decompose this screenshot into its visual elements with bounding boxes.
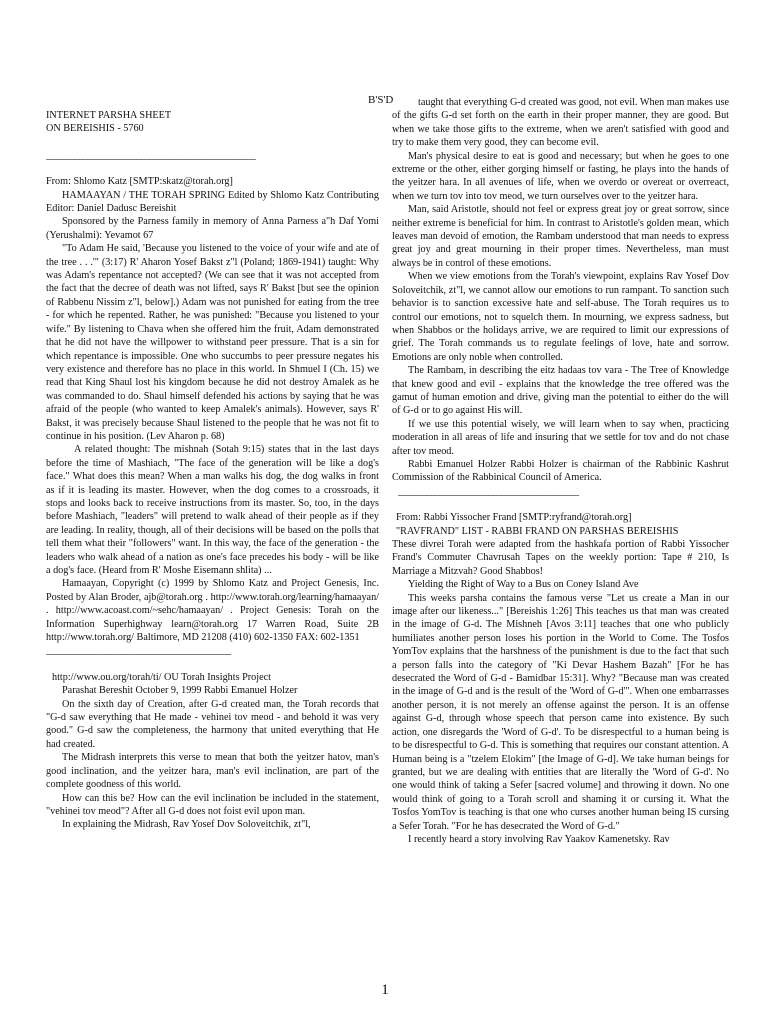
article-paragraph: Man's physical desire to eat is good and necessary; but when he goes to one extreme or the other, either gorging himself or fasting, he plays into the hands of the yeitzer hara. In all avenues of life, when we overdo or overeat or overreact, when we turn tov into tov meod, we turn ourselves over to the yeitzer hara.: [392, 150, 729, 202]
from-line: From: Rabbi Yissocher Frand [SMTP:ryfrand@torah.org]: [396, 512, 632, 524]
bsd-mark: B'S'D: [368, 94, 394, 106]
article-paragraph: A related thought: The mishnah (Sotah 9:15) states that in the last days before the time of Mashiach, "The face of the generation will be like a dog's face." What does this mean? When a man walks his dog, the dog walks in front as if it is leading its master. However, when the dog comes to a crossroads, it stops and looks back to receive instructions from its master. So, too, in the days before Mashiach, "leaders" will pretend to walk ahead of their people as if they are leading. In reality, though, all of their decisions will be based on the polls that tell them what their "followers" want. In this way, the face of the generation - the leaders who walk ahead of a nation as one's face precedes his body - will be like a dog's face. (Heard from R' Moshe Eisemann shlita) ...: [46, 444, 379, 576]
article-paragraph: If we use this potential wisely, we will learn when to say when, practicing moderation in all areas of life and insuring that we settle for tov and do not chase after tov meod.: [392, 418, 729, 457]
section-heading: Yielding the Right of Way to a Bus on Coney Island Ave: [408, 579, 639, 591]
ravfrand-header: "RAVFRAND" LIST - RABBI FRAND ON PARSHAS BEREISHIS: [396, 525, 679, 537]
article-paragraph: On the sixth day of Creation, after G-d created man, the Torah records that "G-d saw everything that He made - vehinei tov meod - and behold it was very good." G-d saw the completeness, the harmony that united everything that He had created.: [46, 698, 379, 750]
article-paragraph: When we view emotions from the Torah's viewpoint, explains Rav Yosef Dov Soloveitchik, zt"l, we cannot allow our emotions to run rampant. To sanction such behavior is to sanction excessive hate and self-abuse. The Torah requires us to control our emotions, not to squelch them. In mourning, we express sadness, but when Shabbos or the holidays arrive, we are required to limit our expressions of grief. The Torah commands us to regulate feelings of love, hate and sorrow. Emotions are only noble when controlled.: [392, 271, 729, 363]
sponsor-line: Sponsored by the Parness family in memory of Anna Parness a"h Daf Yomi (Yerushalmi): Yevamot 67: [46, 216, 379, 241]
copyright-paragraph: Hamaayan, Copyright (c) 1999 by Shlomo Katz and Project Genesis, Inc. Posted by Alan Broder, ajb@torah.org . http://www.torah.org/learning/hamaayan/ . http://www.acoast.com/~sehc/hamaayan/ . Project Genesis: Torah on the Information Superhighway learn@torah.org 17 Warren Road, Suite 2B http://www.torah.org/ Baltimore, MD 21208 (410) 602-1350 FAX: 602-1351: [46, 578, 379, 644]
sheet-title: INTERNET PARSHA SHEET: [46, 110, 172, 121]
article-paragraph: "To Adam He said, 'Because you listened to the voice of your wife and ate of the tree . . .'" (3:17) R' Aharon Yosef Bakst z"l (Poland; 1869-1941) taught: Why was Adam's repentance not accepted? (We can see that it was not accepted from the fact that the decree of death was not lifted, says R' Bakst [but see the opinion of Rabbenu Nissim z"l, below].) Adam was not punished for eating from the tree - for which he repented. Rather, he was punished: "Because you listened to your wife." By listening to Chava when she offered him the fruit, Adam demonstrated that he did not have the willpower to withstand peer pressure. That is a sin for which repentance is impossible. One who succumbs to peer pressure negates his very existence and therefore has no place in this world. In Shmuel I (Ch. 15) we read that King Shaul lost his kingdom because he did not destroy Amalek as he was commanded to do. Shaul himself defended his actions by saying that he was afraid of the people (who wanted to keep Amalek's animals). However, says R' Bakst, it was precisely because Shaul listened to the people that he was not fit to continue in his position. (Lev Aharon p. 68): [46, 243, 379, 442]
author-bio: Rabbi Emanuel Holzer Rabbi Holzer is chairman of the Rabbinic Kashrut Commission of the Rabbinical Council of America.: [392, 458, 729, 484]
left-column: [46, 109, 379, 832]
article-paragraph: In explaining the Midrash, Rav Yosef Dov Soloveitchik, zt"l,: [62, 819, 311, 831]
parashat-line: Parashat Bereshit October 9, 1999 Rabbi Emanuel Holzer: [62, 685, 298, 697]
sheet-subtitle: ON BEREISHIS - 5760: [46, 123, 144, 135]
page-number: 1: [381, 982, 389, 998]
article-paragraph: This weeks parsha contains the famous verse "Let us create a Man in our image after our likeness..." [Bereishis 1:26] This teaches us that man was created in the image of G-d. The Mishneh [Avos 3:11] teaches that one who publicly humiliates another person loses his portion in the World to Come. The Tosfos YomTov explains that the harshness of the punishment is due to the fact that such a person falls into the category of "Ki Devar Hashem Bazah" [For he has desecrated the Word of G-d - Bamidbar 15:31]. Why? "Because man was created in the image of G-d and is the result of the 'Word of G-d'". When one embarrasses another person, it is not merely an offense against the person. It is an offense against G-d, through whose speech that person came into existence. By such action, one disregards the 'Word of G-d'. To be disrespectful to a human being is to be disrespectful to G-d. This is something that requires our constant attention. A Human being is a "tzelem Elokim" [the Image of G-d]. We take human beings for granted, but we are dealing with entities that are literally the 'Word of G-d'. No one would think of taking a Sefer [sacred volume] and throwing it down. No one would think of going to a Torah scroll and shaming it or cursing it. What the Tosfos YomTov is teaching is that one who curses another human being IS cursing a Sefer Torah. "For he has desecrated the Word of G-d.": [392, 592, 729, 832]
article-paragraph: Man, said Aristotle, should not feel or express great joy or great sorrow, since neither extreme is beneficial for him. In contrast to Aristotle's golden mean, which leaves man devoid of emotion, the Rambam understood that man needs to express great joy and great mourning in their proper times. Nevertheless, man must always be in control of these emotions.: [392, 204, 729, 269]
from-line: From: Shlomo Katz [SMTP:skatz@torah.org]: [46, 176, 233, 188]
hamaayan-header: HAMAAYAN / THE TORAH SPRING Edited by Shlomo Katz Contributing Editor: Daniel Dadusc Bereishit: [46, 189, 379, 215]
article-paragraph: The Rambam, in describing the eitz hadaas tov vara - The Tree of Knowledge that knew good and evil - explains that the knowledge the tree offered was the gamut of human emotion and drive, giving man the potential to either do the will of G-d or to go against His will.: [392, 365, 729, 417]
ou-source-line: http://www.ou.org/torah/ti/ OU Torah Insights Project: [52, 671, 271, 683]
article-paragraph: taught that everything G-d created was good, not evil. When man makes use of the gifts G-d set forth on the earth in their proper manner, they are good. But when we take those gifts to the extreme, when we aren't satisfied with good and try to make them very good, they can become evil.: [392, 97, 730, 149]
separator-rule: ___________________________________________________: [46, 149, 255, 161]
article-paragraph: The Midrash interprets this verse to mean that both the yeitzer hatov, man's good inclination, and the yeitzer hara, man's evil inclination, are part of the complete goodness of this world.: [46, 752, 379, 791]
separator-rule: ____________________________________________: [398, 485, 579, 497]
article-paragraph: How can this be? How can the evil inclination be included in the statement, "vehinei tov meod"? After all G-d does not foist evil upon man.: [46, 792, 379, 817]
article-paragraph: I recently heard a story involving Rav Yaakov Kamenetsky. Rav: [408, 833, 670, 845]
separator-rule: _____________________________________________: [46, 645, 231, 657]
right-column: [392, 96, 729, 846]
article-paragraph: These divrei Torah were adapted from the hashkafa portion of Rabbi Yissocher Frand's Commuter Chavrusah Tapes on the weekly portion: Tape # 210, Is Marriage a Mitzvah? Good Shabbos!: [392, 539, 729, 577]
